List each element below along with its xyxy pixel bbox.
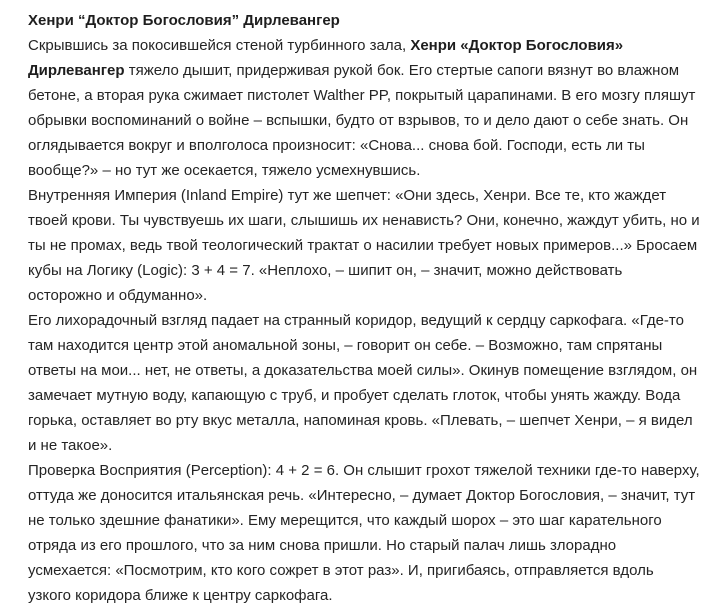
paragraph-intro: [28, 33, 700, 183]
intro-lead: Скрывшись за покосившейся стеной турбинного зала,: [28, 37, 411, 54]
paragraph-perception: Проверка Восприятия (Perception): 4 + 2 = 6. Он слышит грохот тяжелой техники где-то наверху, оттуда же доносится итальянская речь. «Интересно, – думает Доктор Богословия, – значит, тут не только здешние фанатики». Ему мерещится, что каждый шорох – это шаг карательного отряда из его прошлого, что за ним снова пришли. Но старый палач лишь злорадно усмехается: «Посмотрим, кто кого сожрет в этот раз». И, пригибаясь, отправляется вдоль узкого коридора ближе к центру саркофага.: [28, 462, 700, 604]
story-heading: Хенри “Доктор Богословия” Дирлевангер: [28, 12, 340, 29]
paragraph-inland-empire: Внутренняя Империя (Inland Empire) тут же шепчет: «Они здесь, Хенри. Все те, кто жаждет твоей крови. Ты чувствуешь их шаги, слышишь их ненависть? Они, конечно, жаждут убить, но и ты не промах, ведь твой теологический трактат о насилии требует новых примеров...» Бросаем кубы на Логику (Logic): 3 + 4 = 7. «Неплохо, – шипит он, – значит, можно действовать осторожно и обдуманно».: [28, 187, 700, 304]
character-name: Хенри «Доктор Богословия» Дирлевангер: [28, 37, 624, 79]
intro-rest: тяжело дышит, придерживая рукой бок. Его стертые сапоги вязнут во влажном бетоне, а вторая рука сжимает пистолет Walther PP, покрытый царапинами. В его мозгу пляшут обрывки воспоминаний о войне – вспышки, будто от взрывов, то и дело дают о себе знать. Он оглядывается вокруг и вполголоса произносит: «Снова... снова бой. Господи, есть ли ты вообще?» – но тут же осекается, тяжело усмехнувшись.: [28, 62, 696, 179]
paragraph-corridor: Его лихорадочный взгляд падает на странный коридор, ведущий к сердцу саркофага. «Где-то там находится центр этой аномальной зоны, – говорит он себе. – Возможно, там спрятаны ответы на мои... нет, не ответы, а доказательства моей силы». Окинув помещение взглядом, он замечает мутную воду, капающую с труб, и пробует сделать глоток, чтобы унять жажду. Вода горька, оставляет во рту вкус металла, напоминая кровь. «Плевать, – шепчет Хенри, – я видел и не такое».: [28, 312, 698, 454]
